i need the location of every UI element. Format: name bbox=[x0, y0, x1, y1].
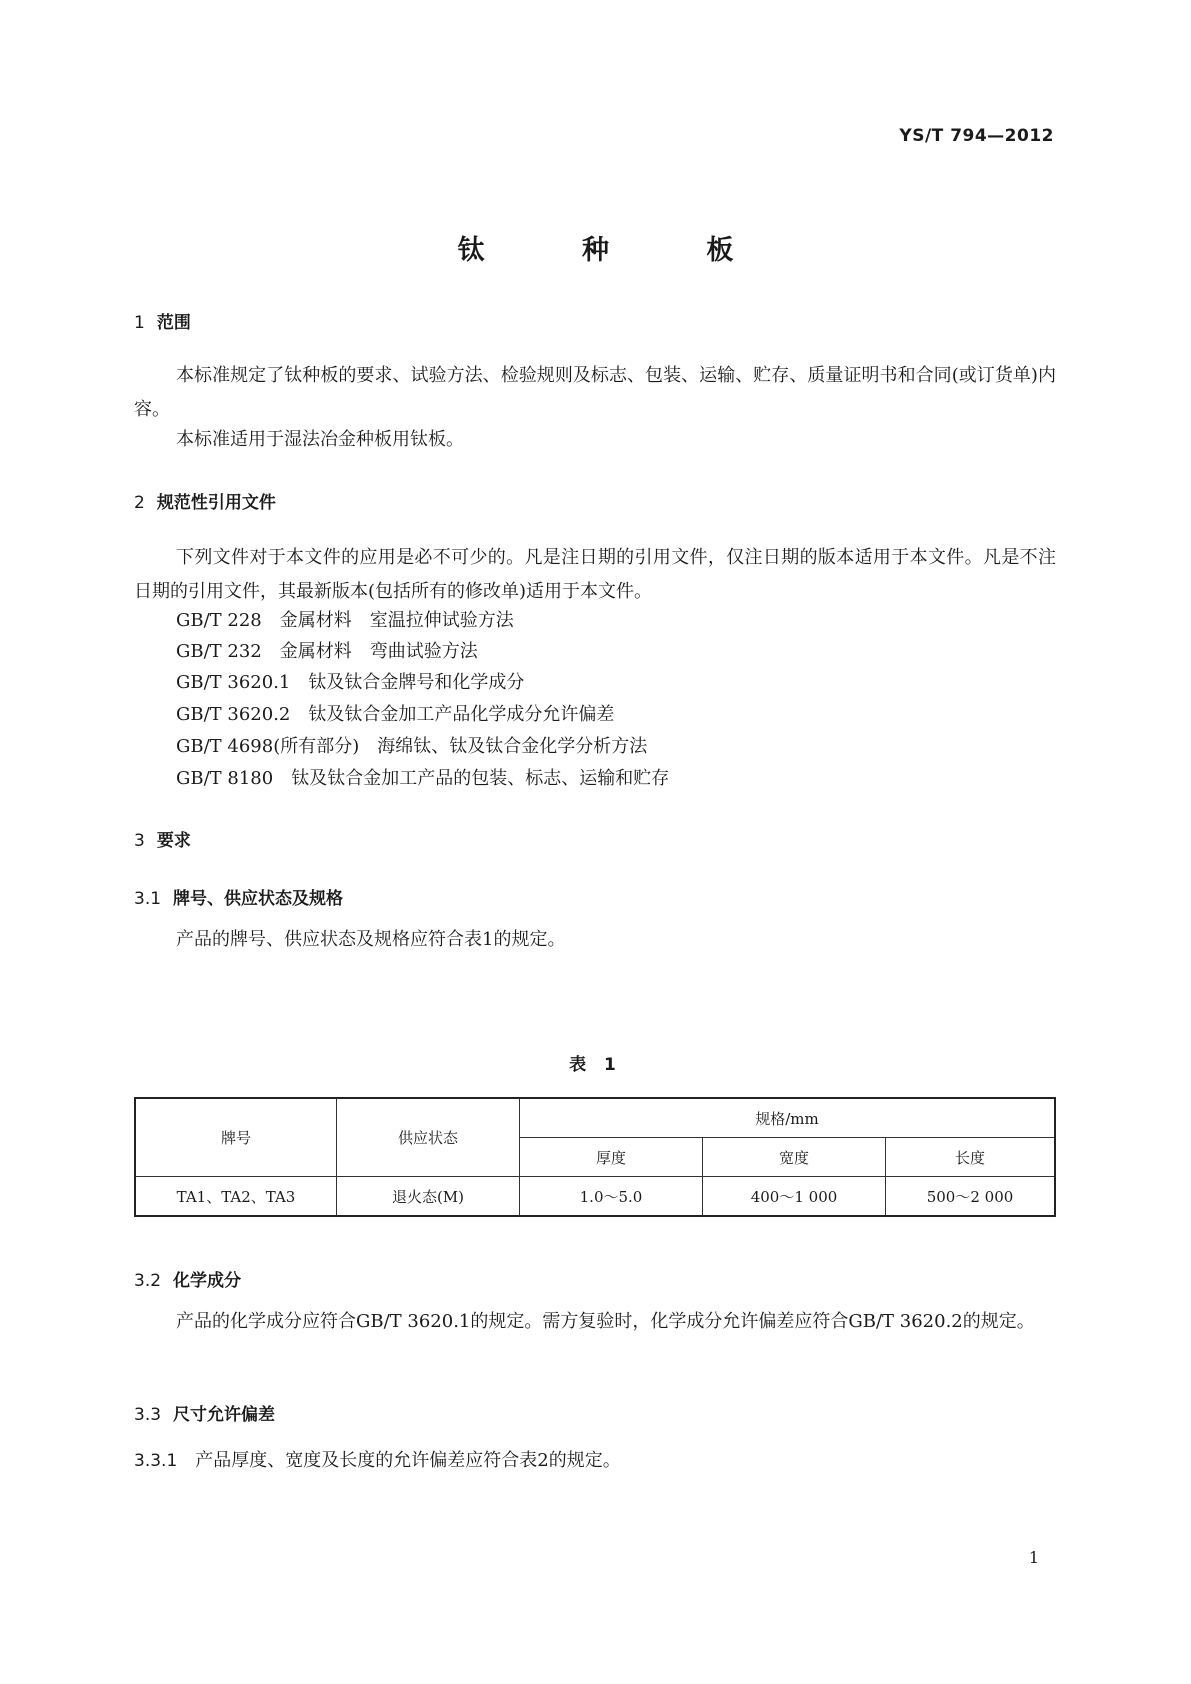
header-specification: 规格/mm bbox=[520, 1098, 1056, 1138]
header-supply-state: 供应状态 bbox=[337, 1098, 520, 1177]
section-title: 要求 bbox=[156, 831, 191, 851]
reference-item: GB/T 228 金属材料 室温拉伸试验方法 bbox=[176, 610, 514, 631]
cell-supply-state: 退火态(M) bbox=[337, 1177, 520, 1217]
table-row bbox=[135, 1177, 1055, 1217]
document-title: 钛 种 板 bbox=[457, 235, 778, 266]
section-number: 1 bbox=[134, 313, 145, 333]
cell-length: 500～2 000 bbox=[886, 1177, 1056, 1217]
section-number: 2 bbox=[134, 493, 145, 513]
reference-item: GB/T 4698(所有部分) 海绵钛、钛及钛合金化学分析方法 bbox=[176, 736, 648, 757]
cell-grade: TA1、TA2、TA3 bbox=[135, 1177, 337, 1217]
scope-paragraph-2: 本标准适用于湿法冶金种板用钛板。 bbox=[176, 429, 464, 450]
section-title: 尺寸允许偏差 bbox=[173, 1405, 276, 1425]
section-number: 3.1 bbox=[134, 889, 162, 909]
section-3-1-paragraph: 产品的牌号、供应状态及规格应符合表1的规定。 bbox=[176, 929, 566, 950]
reference-item: GB/T 8180 钛及钛合金加工产品的包装、标志、运输和贮存 bbox=[176, 768, 670, 789]
scope-paragraph-1: 本标准规定了钛种板的要求、试验方法、检验规则及标志、包装、运输、贮存、质量证明书和合同(或订货单)内容。 bbox=[134, 365, 1056, 420]
section-title: 规范性引用文件 bbox=[156, 493, 276, 513]
clause-text: 产品厚度、宽度及长度的允许偏差应符合表2的规定。 bbox=[195, 1450, 621, 1471]
section-3-2-paragraph: 产品的化学成分应符合GB/T 3620.1的规定。需方复验时，化学成分允许偏差应符合GB/T 3620.2的规定。 bbox=[176, 1311, 1035, 1332]
section-3-3-heading bbox=[134, 1400, 275, 1425]
references-intro-paragraph: 下列文件对于本文件的应用是必不可少的。凡是注日期的引用文件，仅注日期的版本适用于本文件。凡是不注日期的引用文件，其最新版本(包括所有的修改单)适用于本文件。 bbox=[134, 547, 1056, 602]
cell-width: 400～1 000 bbox=[703, 1177, 886, 1217]
header-length: 长度 bbox=[886, 1138, 1056, 1177]
section-title: 化学成分 bbox=[173, 1271, 242, 1291]
section-1-heading bbox=[134, 308, 191, 333]
header-thickness: 厚度 bbox=[520, 1138, 703, 1177]
section-number: 3.2 bbox=[134, 1271, 162, 1291]
header-grade: 牌号 bbox=[135, 1098, 337, 1177]
section-3-1-heading bbox=[134, 884, 343, 909]
reference-item: GB/T 3620.2 钛及钛合金加工产品化学成分允许偏差 bbox=[176, 704, 615, 725]
reference-item: GB/T 3620.1 钛及钛合金牌号和化学成分 bbox=[176, 672, 525, 693]
reference-item: GB/T 232 金属材料 弯曲试验方法 bbox=[176, 641, 478, 662]
clause-number: 3.3.1 bbox=[134, 1451, 178, 1471]
section-3-heading bbox=[134, 826, 191, 851]
section-2-heading bbox=[134, 488, 276, 513]
section-3-3-1-paragraph bbox=[134, 1444, 1056, 1478]
cell-thickness: 1.0～5.0 bbox=[520, 1177, 703, 1217]
section-title: 范围 bbox=[156, 313, 191, 333]
table-1 bbox=[134, 1097, 1056, 1217]
header-width: 宽度 bbox=[703, 1138, 886, 1177]
section-number: 3.3 bbox=[134, 1405, 162, 1425]
document-code: YS/T 794—2012 bbox=[899, 126, 1054, 146]
section-number: 3 bbox=[134, 831, 145, 851]
section-3-2-heading bbox=[134, 1266, 241, 1291]
section-title: 牌号、供应状态及规格 bbox=[173, 889, 344, 909]
table-1-caption: 表 1 bbox=[569, 1055, 622, 1075]
page-number: 1 bbox=[1028, 1548, 1039, 1567]
